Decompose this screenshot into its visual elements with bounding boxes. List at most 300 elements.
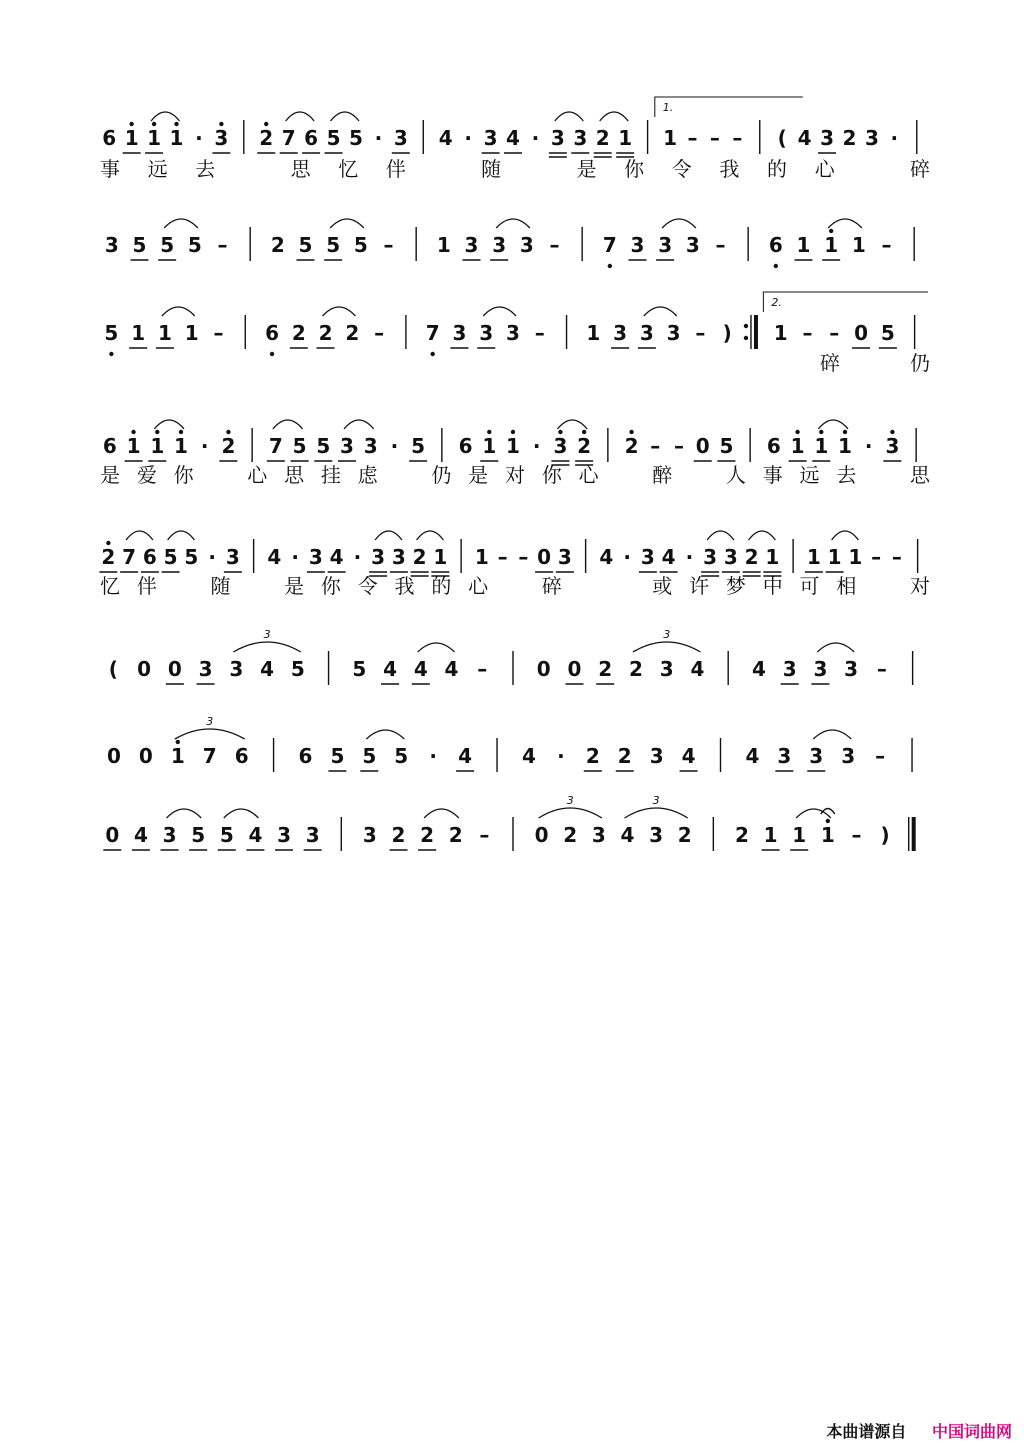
lyric-char: 可 [799,574,820,598]
note: – [213,321,224,345]
note: 0 [854,321,869,345]
note: 3 [391,545,406,569]
note: – [851,823,862,847]
note: 3 [813,657,828,681]
note: 0 [534,823,549,847]
triplet-number: 3 [263,628,271,641]
triplet-arc [539,808,602,818]
note: 3 [844,657,859,681]
slur [832,531,859,540]
note: 1 [586,321,601,345]
lyric-char: 仍 [431,463,452,487]
lyric-char: 人 [725,463,746,487]
note: 4 [267,545,282,569]
note: 1 [827,545,842,569]
note: ( [777,126,787,150]
note: 5 [349,126,363,150]
note: 5 [184,545,199,569]
note: 6 [142,545,157,569]
note: 2 [617,744,632,768]
note: 2 [563,823,578,847]
note: 5 [104,321,119,345]
triplet-number: 3 [566,794,574,807]
note: 2 [318,321,333,345]
lyric-char: 令 [357,574,378,598]
slur [483,307,516,316]
high-octave-dot [155,430,159,434]
lyric-char: 对 [910,574,930,598]
note: 0 [167,657,182,681]
note: 2 [101,545,116,569]
high-octave-dot [558,430,562,434]
note: 3 [777,744,792,768]
lyric-char: 是 [284,574,305,598]
slur [418,643,455,652]
note: 4 [444,657,459,681]
high-octave-dot [219,122,223,126]
note: 4 [413,657,428,681]
lyric-char: 醉 [652,463,673,487]
note: · [464,126,472,150]
note: 2 [735,823,749,847]
high-octave-dot [582,430,586,434]
note: 4 [522,744,536,768]
note: 5 [298,233,313,257]
note: 1 [147,126,162,150]
note: 3 [198,657,213,681]
note: 7 [202,744,217,768]
note: 4 [661,545,676,569]
high-octave-dot [264,122,268,126]
note: 4 [260,657,275,681]
note: – [829,321,840,345]
note: 1 [806,545,821,569]
note: 5 [163,545,178,569]
note: 3 [464,233,479,257]
note: · [195,126,203,150]
low-octave-dot [270,352,274,356]
note: 4 [599,545,614,569]
note: 5 [219,823,234,847]
lyric-char: 你 [173,463,194,487]
lyric-char: 心 [247,463,268,487]
note: 3 [666,321,681,345]
note: 1 [131,321,146,345]
slur [331,112,359,121]
note: – [650,434,661,458]
note: 3 [640,545,655,569]
note: 1 [824,233,839,257]
slur [366,730,404,739]
lyric-char: 你 [624,157,645,181]
note: 3 [557,545,572,569]
note: 3 [225,545,240,569]
note: 2 [577,434,592,458]
note: 1 [618,126,633,150]
note: 2 [412,545,427,569]
note: 1 [157,321,172,345]
note: – [891,545,902,569]
note: – [374,321,385,345]
slur [818,420,848,429]
lyric-char: 伴 [136,574,157,598]
slur [167,809,202,818]
slur [168,531,195,540]
triplet-number: 3 [652,794,660,807]
note: – [695,321,706,345]
note: 2 [624,434,639,458]
note: 5 [191,823,206,847]
note: 7 [122,545,137,569]
note: 3 [483,126,498,150]
note: 3 [885,434,900,458]
high-octave-dot [176,740,180,744]
note: 1 [773,321,788,345]
note: 4 [690,657,705,681]
note: – [477,657,488,681]
lyric-char: 是 [468,463,489,487]
note: 4 [248,823,263,847]
slur [417,531,444,540]
note: 0 [105,823,120,847]
repeat-dot [744,324,748,328]
note: 3 [229,657,244,681]
note: 3 [162,823,177,847]
lyric-char: 去 [195,157,216,181]
note: 7 [425,321,440,345]
lyric-char: 思 [910,463,930,487]
note: 3 [553,434,568,458]
note: – [497,545,508,569]
note: 3 [613,321,628,345]
note: 4 [751,657,766,681]
note: 0 [137,657,152,681]
note: 5 [292,434,307,458]
note: 3 [506,321,520,345]
note: 3 [782,657,797,681]
lyric-char: 事 [762,463,783,487]
note: 1 [170,744,185,768]
note: 2 [291,321,306,345]
note: 3 [685,233,700,257]
note: 5 [290,657,305,681]
lyric-char: 远 [799,463,820,487]
slur [707,531,734,540]
volta-bracket [655,97,803,117]
note: 3 [703,545,718,569]
note: 1 [851,233,866,257]
note: 5 [132,233,147,257]
note: 6 [304,126,319,150]
note: 3 [591,823,606,847]
high-octave-dot [174,122,178,126]
slur [557,420,587,429]
note: 2 [270,233,285,257]
slur [424,809,459,818]
lyric-char: 思 [290,157,311,181]
high-octave-dot [819,430,823,434]
note: 6 [102,126,117,150]
high-octave-dot [795,430,799,434]
note: 5 [326,126,341,150]
volta-label: 1. [662,101,674,114]
note: – [715,233,726,257]
note: – [709,126,720,150]
high-octave-dot [629,430,633,434]
note: 4 [458,744,473,768]
slur [813,730,851,739]
lyric-char: 你 [320,574,341,598]
note: 3 [659,657,674,681]
footer-source-text: 本曲谱源自 [826,1422,907,1441]
note: 4 [681,744,696,768]
note: 1 [436,233,451,257]
note: ) [722,321,732,345]
note: 1 [820,823,835,847]
footer-site-link[interactable]: 中国词曲网 [931,1422,1012,1441]
note: 3 [308,545,323,569]
note: 3 [841,744,856,768]
triplet-arc [233,642,300,652]
low-octave-dot [774,264,778,268]
note: 6 [458,434,473,458]
note: 2 [585,744,600,768]
note: 3 [277,823,291,847]
lyric-char: 忆 [100,574,120,598]
note: 4 [438,126,453,150]
high-octave-dot [826,819,830,823]
note: 3 [393,126,408,150]
slur [154,420,184,429]
high-octave-dot [511,430,515,434]
note: 5 [411,434,426,458]
note: 0 [138,744,153,768]
slur [126,531,153,540]
low-octave-dot [430,352,434,356]
high-octave-dot [487,430,491,434]
note: 3 [305,823,320,847]
lyric-char: 随 [481,157,502,181]
note: ) [880,823,890,847]
note: 1 [792,823,807,847]
triplet-number: 3 [206,715,214,728]
note: 4 [620,823,635,847]
note: 5 [353,233,368,257]
note: 0 [695,434,710,458]
note: 1 [796,233,811,257]
note: · [685,545,694,569]
note: 2 [420,823,435,847]
lyric-char: 伴 [385,157,406,181]
high-octave-dot [131,430,135,434]
note: · [623,545,631,569]
note: 2 [448,823,463,847]
low-octave-dot [608,264,612,268]
note: – [802,321,813,345]
note: 2 [259,126,274,150]
note: 2 [595,126,610,150]
note: – [674,434,684,458]
note: 3 [104,233,119,257]
note: 2 [677,823,692,847]
lyric-char: 挂 [320,463,341,487]
note: 4 [133,823,148,847]
note: 3 [864,126,879,150]
triplet-arc [175,729,245,739]
note: – [479,823,490,847]
note: 1 [482,434,497,458]
note: · [429,744,437,768]
slur [600,112,628,121]
note: 2 [345,321,360,345]
note: – [687,126,698,150]
note: – [217,233,228,257]
note: 1 [506,434,520,458]
note: 5 [352,657,367,681]
note: 5 [316,434,331,458]
lyric-char: 中 [762,574,783,598]
high-octave-dot [843,430,847,434]
note: – [875,744,886,768]
slur [151,112,179,121]
slur [555,112,583,121]
note: 1 [848,545,863,569]
triplet-arc [624,808,687,818]
note: · [200,434,209,458]
note: 2 [744,545,759,569]
note: 5 [394,744,409,768]
note: 3 [479,321,494,345]
note: · [291,545,299,569]
slur [286,112,314,121]
note: · [531,126,540,150]
note: 4 [745,744,760,768]
lyric-char: 碎 [541,574,562,598]
note: 3 [371,545,386,569]
lyric-char: 心 [578,463,599,487]
note: 3 [630,233,645,257]
lyric-char: 是 [576,157,597,181]
lyric-char: 的 [431,574,452,598]
note: 6 [766,434,781,458]
lyric-char: 思 [284,463,305,487]
note: – [518,545,529,569]
note: 0 [537,545,552,569]
lyric-char: 仍 [910,351,930,375]
note: – [383,233,394,257]
note: 6 [265,321,279,345]
note: 3 [573,126,588,150]
lyric-char: 相 [836,574,857,598]
lyric-char: 虑 [357,463,378,487]
note: 1 [124,126,139,150]
note: · [557,744,565,768]
note: 1 [184,321,199,345]
note: · [890,126,899,150]
lyric-char: 远 [147,157,168,181]
lyric-char: 心 [468,574,489,598]
note: 1 [663,126,677,150]
volta-bracket [763,292,928,312]
note: 4 [506,126,520,150]
note: 3 [492,233,507,257]
note: – [534,321,545,345]
note: 0 [567,657,582,681]
lyric-char: 的 [767,157,788,181]
note: 7 [268,434,283,458]
high-octave-dot [106,541,110,545]
slur [796,809,831,818]
note: 2 [221,434,236,458]
note: 5 [362,744,377,768]
lyric-char: 你 [541,463,562,487]
lyric-char: 碎 [820,351,840,375]
high-octave-dot [890,430,894,434]
note: 1 [474,545,489,569]
note: 5 [160,233,175,257]
lyric-char: 心 [814,157,835,181]
note: 5 [330,744,345,768]
note: 1 [150,434,165,458]
note: ( [108,657,118,681]
note: · [864,434,873,458]
note: 6 [102,434,117,458]
note: 4 [329,545,344,569]
note: 2 [391,823,406,847]
note: · [374,126,383,150]
note: 1 [814,434,829,458]
note: 6 [768,233,783,257]
slur [662,219,696,228]
slur [164,219,198,228]
note: – [881,233,892,257]
note: 5 [880,321,895,345]
note: · [353,545,362,569]
lyric-char: 去 [836,463,857,487]
note: 3 [214,126,229,150]
slur [330,219,364,228]
note: 1 [763,823,778,847]
note: 3 [820,126,835,150]
note: 2 [842,126,857,150]
note: 1 [433,545,448,569]
note: – [871,545,882,569]
lyric-char: 我 [719,157,740,181]
lyric-char: 对 [505,463,525,487]
note: 3 [723,545,738,569]
note: 3 [639,321,654,345]
lyric-char: 碎 [910,157,930,181]
note: 5 [719,434,734,458]
note: 1 [765,545,780,569]
slur [273,420,303,429]
note: 1 [790,434,805,458]
note: 0 [536,657,551,681]
note: 3 [809,744,824,768]
note: 3 [362,823,377,847]
lyric-char: 忆 [338,157,359,181]
note: 3 [519,233,534,257]
note: · [208,545,216,569]
high-octave-dot [226,430,230,434]
note: 2 [629,657,643,681]
note: 1 [126,434,141,458]
lyric-char: 爱 [136,463,157,487]
slur [817,643,854,652]
note: 7 [602,233,617,257]
note: – [549,233,560,257]
lyric-char: 梦 [725,574,746,598]
